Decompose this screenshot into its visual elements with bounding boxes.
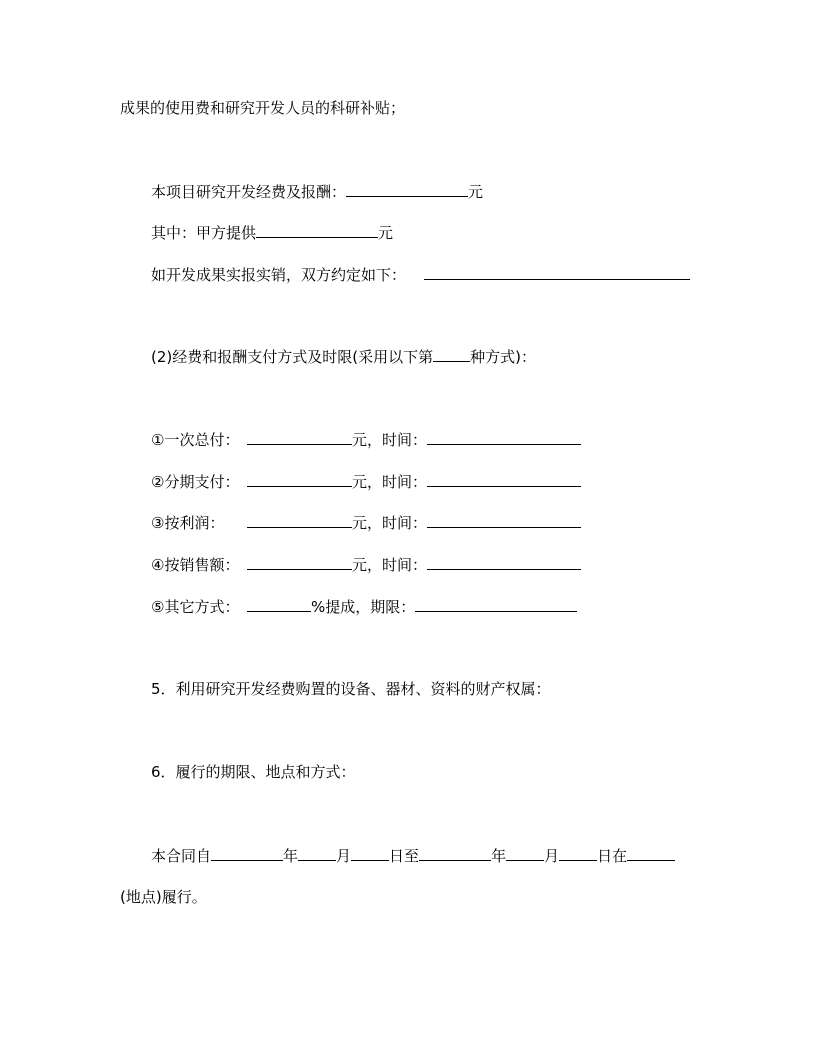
line-item-5-property-rights: 5．利用研究开发经费购置的设备、器材、资料的财产权属： xyxy=(151,680,551,698)
line-contract-term: 本合同自 年 月 日至 年 月 日在 xyxy=(151,845,675,865)
line-option-lump-sum: ①一次总付： 元，时间： xyxy=(151,429,581,449)
start-year-blank[interactable] xyxy=(211,845,283,861)
line-option-profit: ③按利润： 元，时间： xyxy=(151,512,581,532)
line-place-performed: (地点)履行。 xyxy=(120,888,207,906)
end-day-blank[interactable] xyxy=(559,845,597,861)
place-blank[interactable] xyxy=(627,845,675,861)
line-option-other: ⑤其它方式： %提成，期限： xyxy=(151,596,577,616)
line-reimbursement: 如开发成果实报实销，双方约定如下： xyxy=(151,264,690,284)
sales-amount-blank[interactable] xyxy=(247,554,352,570)
reimbursement-terms-blank[interactable] xyxy=(424,264,690,280)
line-option-installments: ②分期支付： 元，时间： xyxy=(151,471,581,491)
end-year-blank[interactable] xyxy=(419,845,491,861)
lump-sum-amount-blank[interactable] xyxy=(247,429,352,445)
party-a-amount-blank[interactable] xyxy=(256,222,378,238)
other-percent-blank[interactable] xyxy=(247,596,311,612)
installment-time-blank[interactable] xyxy=(427,471,581,487)
profit-time-blank[interactable] xyxy=(427,512,581,528)
start-month-blank[interactable] xyxy=(298,845,336,861)
line-option-sales: ④按销售额： 元，时间： xyxy=(151,554,581,574)
line-research-subsidy: 成果的使用费和研究开发人员的科研补贴； xyxy=(120,99,406,117)
profit-amount-blank[interactable] xyxy=(247,512,352,528)
line-payment-method: (2)经费和报酬支付方式及时限(采用以下第 种方式)： xyxy=(151,348,536,366)
other-period-blank[interactable] xyxy=(415,596,577,612)
fee-amount-blank[interactable] xyxy=(346,181,468,197)
line-fee-and-remuneration: 本项目研究开发经费及报酬： 元 xyxy=(151,183,484,201)
start-day-blank[interactable] xyxy=(351,845,389,861)
line-party-a-provides: 其中：甲方提供 元 xyxy=(151,224,394,242)
sales-time-blank[interactable] xyxy=(427,554,581,570)
payment-method-number-blank[interactable] xyxy=(433,346,470,362)
end-month-blank[interactable] xyxy=(506,845,544,861)
line-item-6-performance: 6．履行的期限、地点和方式： xyxy=(151,763,356,781)
installment-amount-blank[interactable] xyxy=(247,471,352,487)
lump-sum-time-blank[interactable] xyxy=(427,429,581,445)
